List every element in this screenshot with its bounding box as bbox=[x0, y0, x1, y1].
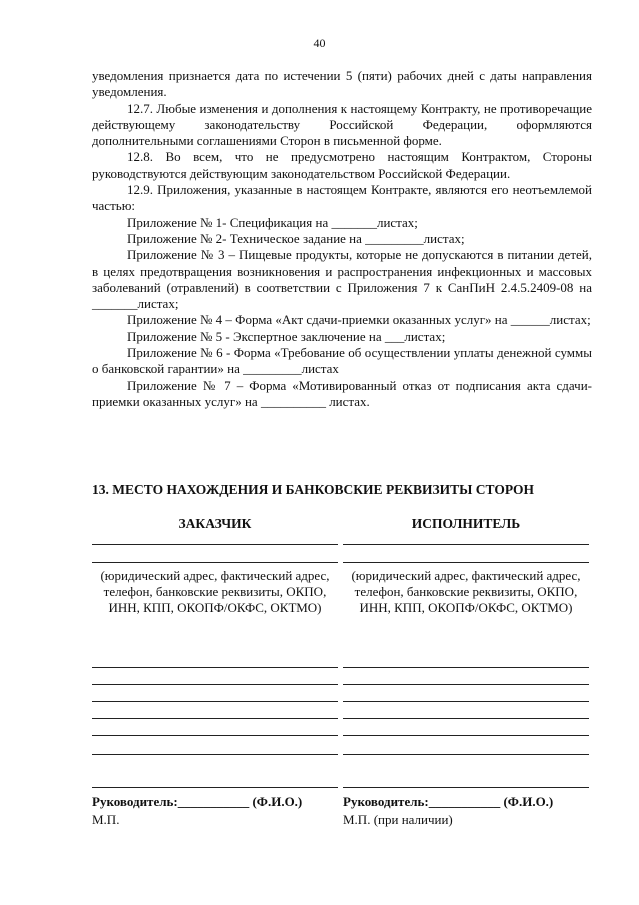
customer-stamp: М.П. bbox=[92, 812, 120, 827]
customer-details-hint bbox=[91, 568, 339, 616]
contractor-fill-line bbox=[343, 735, 589, 736]
contractor-details-line: ИНН, КПП, ОКОПФ/ОКФС, ОКТМО) bbox=[359, 600, 573, 615]
customer-fill-line bbox=[92, 562, 338, 563]
paragraph-12-9: 12.9. Приложения, указанные в настоящем Контракте, являются его неотъемлемой частью: bbox=[92, 182, 592, 214]
customer-fill-line bbox=[92, 701, 338, 702]
contractor-fill-line bbox=[343, 718, 589, 719]
appendix-5: Приложение № 5 - Экспертное заключение на ___листах; bbox=[127, 328, 446, 344]
paragraph-12-8: 12.8. Во всем, что не предусмотрено настоящим Контрактом, Стороны руководствуются действующим законодательством Российской Федерации. bbox=[92, 149, 592, 181]
appendix-3: Приложение № 3 – Пищевые продукты, которые не допускаются в питании детей, в целях предотвращения возникновения и распространения инфекционных и массовых заболеваний (отравлений) в соответствии с Приложения 7 к СанПиН 2.4.5.2409-08 на _______листах; bbox=[92, 247, 592, 312]
contractor-fill-line bbox=[343, 787, 589, 788]
appendix-6: Приложение № 6 - Форма «Требование об осуществлении уплаты денежной суммы о банковской гарантии» на _________листах bbox=[92, 345, 592, 377]
page-number: 40 bbox=[313, 36, 326, 50]
customer-heading: ЗАКАЗЧИК bbox=[178, 516, 252, 531]
customer-details-line: ИНН, КПП, ОКОПФ/ОКФС, ОКТМО) bbox=[108, 600, 322, 615]
contractor-fill-line bbox=[343, 701, 589, 702]
customer-fill-line bbox=[92, 787, 338, 788]
section-title: 13. МЕСТО НАХОЖДЕНИЯ И БАНКОВСКИЕ РЕКВИЗИТЫ СТОРОН bbox=[92, 482, 534, 497]
contract-body bbox=[92, 68, 592, 410]
contractor-signature: Руководитель:___________ (Ф.И.О.) bbox=[343, 794, 554, 809]
customer-fill-line bbox=[92, 667, 338, 668]
customer-details-line: телефон, банковские реквизиты, ОКПО, bbox=[103, 584, 327, 599]
customer-fill-line bbox=[92, 735, 338, 736]
paragraph-notice-date: уведомления признается дата по истечении 5 (пяти) рабочих дней с даты направления уведомления. bbox=[92, 68, 592, 100]
customer-fill-line bbox=[92, 544, 338, 545]
contractor-details-line: телефон, банковские реквизиты, ОКПО, bbox=[354, 584, 578, 599]
contractor-stamp: М.П. (при наличии) bbox=[343, 812, 453, 827]
customer-details-line: (юридический адрес, фактический адрес, bbox=[100, 568, 330, 583]
contractor-details-line: (юридический адрес, фактический адрес, bbox=[351, 568, 581, 583]
contractor-fill-line bbox=[343, 544, 589, 545]
appendix-1: Приложение № 1- Спецификация на _______листах; bbox=[127, 214, 418, 230]
contractor-fill-line bbox=[343, 684, 589, 685]
appendix-4: Приложение № 4 – Форма «Акт сдачи-приемки оказанных услуг» на ______листах; bbox=[127, 312, 591, 328]
contractor-fill-line bbox=[343, 754, 589, 755]
customer-fill-line bbox=[92, 684, 338, 685]
contractor-fill-line bbox=[343, 562, 589, 563]
appendix-7: Приложение № 7 – Форма «Мотивированный отказ от подписания акта сдачи-приемки оказанных услуг» на __________ листах. bbox=[92, 377, 592, 409]
appendix-2: Приложение № 2- Техническое задание на _________листах; bbox=[127, 230, 465, 246]
contractor-details-hint bbox=[342, 568, 590, 616]
customer-signature: Руководитель:___________ (Ф.И.О.) bbox=[92, 794, 303, 809]
customer-fill-line bbox=[92, 754, 338, 755]
contractor-heading: ИСПОЛНИТЕЛЬ bbox=[411, 516, 521, 531]
contractor-fill-line bbox=[343, 667, 589, 668]
paragraph-12-7: 12.7. Любые изменения и дополнения к настоящему Контракту, не противоречащие действующему законодательству Российской Федерации, оформляются дополнительными соглашениями Сторон в письменной форме. bbox=[92, 100, 592, 149]
customer-fill-line bbox=[92, 718, 338, 719]
